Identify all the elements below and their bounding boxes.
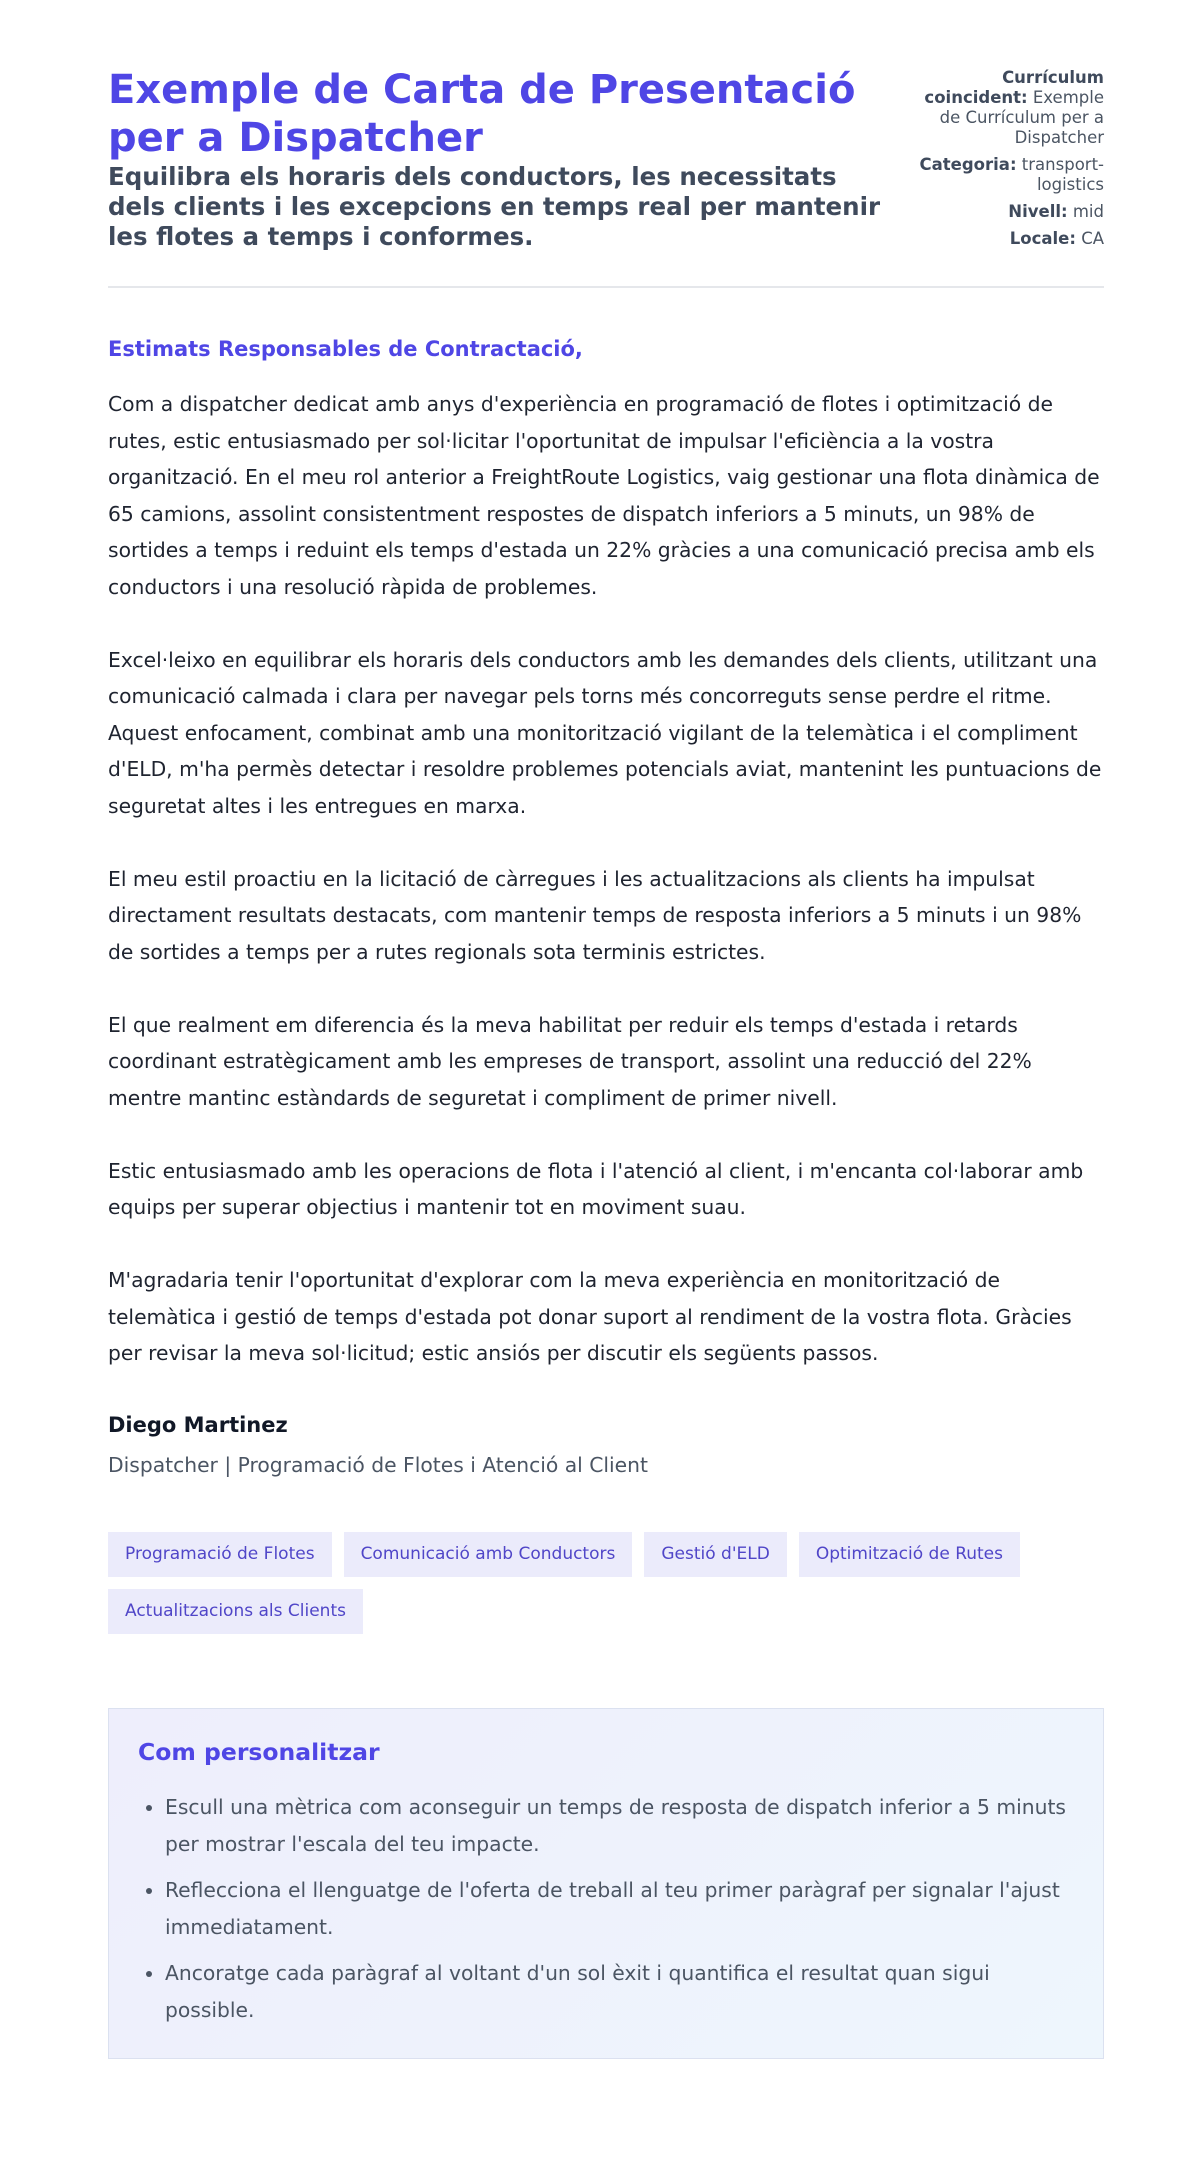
skill-tag: Optimització de Rutes (799, 1532, 1020, 1577)
meta-value: Exemple de Currículum per a Dispatcher (939, 88, 1104, 147)
tip-item: • Ancoratge cada paràgraf al voltant d'un sol èxit i quantifica el resultat quan sigui possible. (165, 1955, 1074, 2029)
meta-label: Categoria: (919, 155, 1017, 174)
page-subtitle: Equilibra els horaris dels conductors, les necessitats dels clients i les excepcions en temps real per mantenir les flotes a temps i conformes. (108, 162, 881, 251)
signature-name: Diego Martinez (108, 1412, 288, 1437)
letter-paragraph: El que realment em diferencia és la meva habilitat per reduir els temps d'estada i retards coordinant estratègicament amb les empreses de transport, assolint una reducció del 22% mentre mantinc estàndards de seguretat i compliment de primer nivell. (108, 1012, 1032, 1110)
letter-greeting: Estimats Responsables de Contractació, (108, 337, 583, 361)
title-block (108, 66, 888, 252)
meta-level (904, 202, 1104, 222)
meta-info (904, 68, 1104, 256)
tip-item: • Escull una mètrica com aconseguir un temps de resposta de dispatch inferior a 5 minuts per mostrar l'escala del teu impacte. (165, 1789, 1074, 1863)
skill-tag: Actualitzacions als Clients (108, 1589, 363, 1634)
meta-label: Nivell: (1008, 202, 1068, 221)
letter-paragraph: Excel·leixo en equilibrar els horaris dels conductors amb les demandes dels clients, utilitzant una comunicació calmada i clara per navegar pels torns més concorreguts sense perdre el ritme. Aquest enfocament, combinat amb una monitorització vigilant de la telemàtica i el compliment d'ELD, m'ha permès detectar i resoldre problemes potencials aviat, mantenint les puntuacions de seguretat altes i les entregues en marxa. (108, 647, 1102, 818)
meta-locale (904, 229, 1104, 249)
meta-value: transport-logistics (1021, 155, 1104, 194)
letter-body (108, 386, 1104, 1372)
tip-item: • Reflecciona el llenguatge de l'oferta de treball al teu primer paràgraf per signalar l'ajust immediatament. (165, 1872, 1074, 1946)
letter-paragraph: Com a dispatcher dedicat amb anys d'experiència en programació de flotes i optimització de rutes, estic entusiasmado per sol·licitar l'oportunitat de impulsar l'eficiència a la vostra organització. En el meu rol anterior a FreightRoute Logistics, vaig gestionar una flota dinàmica de 65 camions, assolint consistentment respostes de dispatch inferiors a 5 minuts, un 98% de sortides a temps i reduint els temps d'estada un 22% gràcies a una comunicació precisa amb els conductors i una resolució ràpida de problemes. (108, 392, 1100, 599)
skill-tag: Gestió d'ELD (644, 1532, 786, 1577)
skill-tag: Comunicació amb Conductors (344, 1532, 633, 1577)
meta-category (904, 155, 1104, 195)
header-divider (108, 286, 1104, 288)
tips-title: Com personalitzar (138, 1737, 380, 1766)
page-title: Exemple de Carta de Presentació per a Dispatcher (108, 67, 856, 161)
meta-value: mid (1072, 202, 1104, 221)
letter-paragraph: El meu estil proactiu en la licitació de càrregues i les actualitzacions als clients ha impulsat directament resultats destacats, com mantenir temps de resposta inferiors a 5 minuts i un 98% de sortides a temps per a rutes regionals sota terminis estrictes. (108, 866, 1082, 964)
signature-role: Dispatcher | Programació de Flotes i Atenció al Client (108, 1452, 648, 1477)
meta-matching-resume (904, 68, 1104, 148)
letter-paragraph: M'agradaria tenir l'oportunitat d'explorar com la meva experiència en monitorització de telemàtica i gestió de temps d'estada pot donar suport al rendiment de la vostra flota. Gràcies per revisar la meva sol·licitud; estic ansiós per discutir els següents passos. (108, 1268, 1072, 1365)
customization-tips (108, 1708, 1104, 2059)
header (108, 0, 1104, 256)
skill-tag: Programació de Flotes (108, 1532, 332, 1577)
letter-paragraph: Estic entusiasmado amb les operacions de flota i l'atenció al client, i m'encanta col·laborar amb equips per superar objectius i mantenir tot en moviment suau. (108, 1158, 1084, 1219)
cover-letter-page (108, 0, 1104, 2059)
meta-label: Locale: (1009, 229, 1076, 248)
meta-value: CA (1081, 229, 1104, 248)
tips-list (138, 1789, 1074, 2029)
skill-tags (108, 1532, 1104, 1634)
meta-label: Currículum coincident: (924, 68, 1104, 107)
